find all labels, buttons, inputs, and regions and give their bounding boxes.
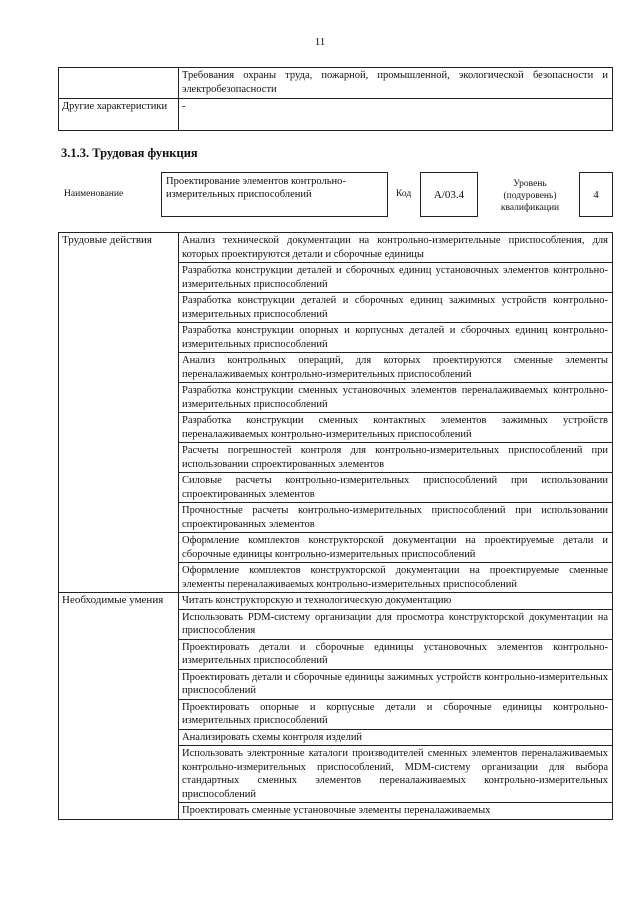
item-text: Разработка конструкции опорных и корпусных деталей и сборочных единиц контрольно-измерительных приспособлений [179,323,613,353]
name-value: Проектирование элементов контрольно-измерительных приспособлений [161,172,388,217]
item-text: Проектировать детали и сборочные единицы установочных элементов контрольно-измерительных приспособлений [179,639,613,669]
row-label: Другие характеристики [59,99,179,131]
name-label: Наименование [64,189,124,199]
item-text: Анализ технической документации на контрольно-измерительные приспособления, для которых проектируются детали и сборочные единицы [179,233,613,263]
item-text: Проектировать сменные установочные элементы переналаживаемых [179,803,613,820]
level-label: Уровень (подуровень) квалификации [500,179,560,213]
category-label: Необходимые умения [59,593,179,820]
previous-function-table [58,67,613,131]
row-label [59,68,179,99]
item-text: Оформление комплектов конструкторской документации на проектируемые детали и сборочные единицы контрольно-измерительных приспособлений [179,533,613,563]
item-text: Расчеты погрешностей контроля для контрольно-измерительных приспособлений при использовании спроектированных элементов [179,443,613,473]
item-text: Проектировать опорные и корпусные детали и сборочные единицы контрольно-измерительных приспособлений [179,699,613,729]
code-label: Код [396,189,412,199]
item-text: Анализировать схемы контроля изделий [179,729,613,746]
table-row [59,233,613,263]
item-text: Проектировать детали и сборочные единицы зажимных устройств контрольно-измерительных приспособлений [179,669,613,699]
item-text: Использовать PDM-систему организации для просмотра конструкторской документации на приспособления [179,609,613,639]
category-label: Трудовые действия [59,233,179,593]
row-value: Требования охраны труда, пожарной, промышленной, экологической безопасности и электробезопасности [179,68,613,99]
item-text: Использовать электронные каталоги производителей сменных элементов переналаживаемых контрольно-измерительных приспособлений, MDM-систему организации для выбора стандартных сменных элементов переналаживаемых контрольно-измерительных приспособлений [179,746,613,803]
item-text: Разработка конструкции сменных установочных элементов переналаживаемых контрольно-измерительных приспособлений [179,383,613,413]
table-row [59,68,613,99]
table-row [59,593,613,610]
labor-function-table [58,232,613,820]
item-text: Разработка конструкции деталей и сборочных единиц зажимных устройств контрольно-измерительных приспособлений [179,293,613,323]
item-text: Читать конструкторскую и технологическую документацию [179,593,613,610]
page-number: 11 [314,36,326,48]
code-value: А/03.4 [420,172,478,217]
section-heading: 3.1.3. Трудовая функция [61,146,198,160]
level-value: 4 [579,172,613,217]
item-text: Разработка конструкции сменных контактных элементов зажимных устройств переналаживаемых контрольно-измерительных приспособлений [179,413,613,443]
table-row [59,99,613,131]
item-text: Разработка конструкции деталей и сборочных единиц установочных элементов контрольно-измерительных приспособлений [179,263,613,293]
item-text: Прочностные расчеты контрольно-измерительных приспособлений при использовании спроектированных элементов [179,503,613,533]
item-text: Силовые расчеты контрольно-измерительных приспособлений при использовании спроектированных элементов [179,473,613,503]
item-text: Анализ контрольных операций, для которых проектируются сменные элементы переналаживаемых контрольно-измерительных приспособлений [179,353,613,383]
row-value: - [179,99,613,131]
item-text: Оформление комплектов конструкторской документации на проектируемые сменные элементы переналаживаемых контрольно-измерительных приспособлений [179,563,613,593]
